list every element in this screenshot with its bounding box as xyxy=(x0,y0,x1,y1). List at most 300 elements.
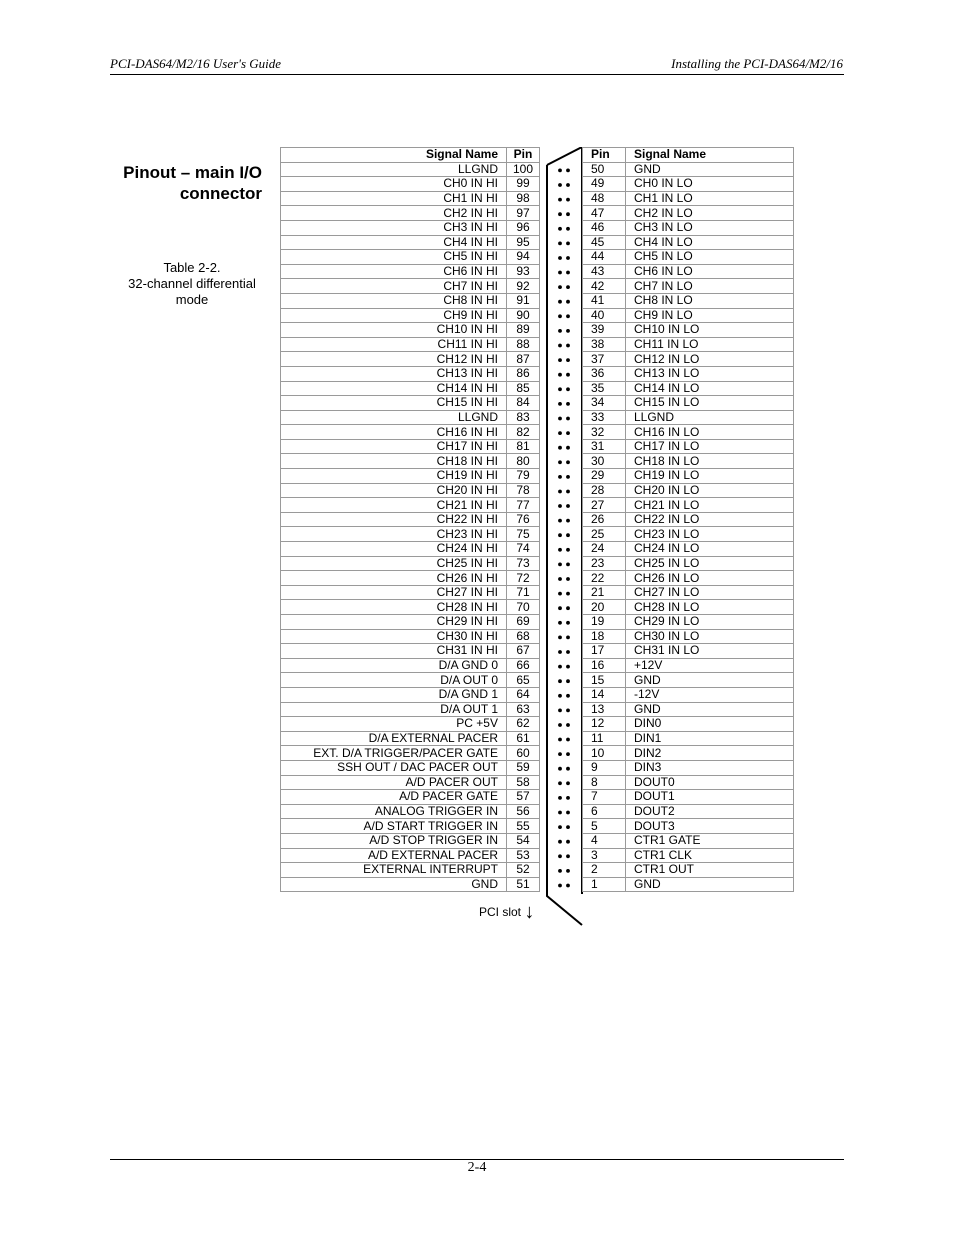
pinout-table-right-body xyxy=(583,162,794,892)
pin-dot xyxy=(566,679,570,683)
table-row xyxy=(281,381,540,396)
table-row xyxy=(281,308,540,323)
header-chapter-title: Installing the PCI-DAS64/M2/16 xyxy=(671,56,843,71)
section-title: Pinout – main I/O connector xyxy=(123,163,262,203)
table-row xyxy=(583,731,794,746)
pin-dot xyxy=(558,577,562,581)
pin-dot xyxy=(558,709,562,713)
left-pin-number: 92 xyxy=(507,279,540,294)
pin-dot xyxy=(566,402,570,406)
pin-dot xyxy=(558,504,562,508)
right-pin-number: 37 xyxy=(583,352,626,367)
table-row xyxy=(281,366,540,381)
right-pin-number: 34 xyxy=(583,396,626,411)
table-row xyxy=(583,235,794,250)
left-signal-name: CH14 IN HI xyxy=(281,381,507,396)
pin-dot xyxy=(558,884,562,888)
pin-dot xyxy=(558,606,562,610)
right-signal-name: CTR1 OUT xyxy=(626,863,794,878)
left-pin-number: 93 xyxy=(507,264,540,279)
pin-dot xyxy=(566,387,570,391)
right-signal-name: CH2 IN LO xyxy=(626,206,794,221)
header-guide-title: PCI-DAS64/M2/16 User's Guide xyxy=(110,56,282,71)
pin-dot xyxy=(558,679,562,683)
left-signal-name: D/A GND 0 xyxy=(281,658,507,673)
pin-dot xyxy=(566,592,570,596)
right-pin-number: 35 xyxy=(583,381,626,396)
pin-dot xyxy=(558,460,562,464)
left-pin-number: 78 xyxy=(507,483,540,498)
pin-dot xyxy=(566,767,570,771)
right-pin-number: 20 xyxy=(583,600,626,615)
table-row xyxy=(281,264,540,279)
right-pin-number: 50 xyxy=(583,162,626,177)
left-pin-number: 76 xyxy=(507,512,540,527)
right-signal-name: CH7 IN LO xyxy=(626,279,794,294)
table-row xyxy=(281,250,540,265)
table-row xyxy=(281,498,540,513)
right-pin-number: 40 xyxy=(583,308,626,323)
connector-diagram xyxy=(545,147,585,927)
right-pin-number: 38 xyxy=(583,337,626,352)
table-row xyxy=(281,512,540,527)
left-pin-number: 63 xyxy=(507,702,540,717)
pin-dot xyxy=(558,431,562,435)
pin-dot xyxy=(558,417,562,421)
pin-dot xyxy=(558,212,562,216)
right-pin-number: 28 xyxy=(583,483,626,498)
table-row xyxy=(583,454,794,469)
left-signal-name: CH26 IN HI xyxy=(281,571,507,586)
table-row xyxy=(281,673,540,688)
left-signal-name: LLGND xyxy=(281,162,507,177)
right-signal-name: GND xyxy=(626,673,794,688)
left-pin-number: 61 xyxy=(507,731,540,746)
table-row xyxy=(281,527,540,542)
right-pin-number: 6 xyxy=(583,804,626,819)
pin-dot xyxy=(558,475,562,479)
left-signal-name: CH8 IN HI xyxy=(281,293,507,308)
table-row xyxy=(583,687,794,702)
left-signal-name: CH27 IN HI xyxy=(281,585,507,600)
left-signal-name: CH10 IN HI xyxy=(281,323,507,338)
right-pin-header: Pin xyxy=(583,148,626,163)
table-header-row xyxy=(281,148,540,163)
right-pin-number: 25 xyxy=(583,527,626,542)
left-pin-number: 57 xyxy=(507,790,540,805)
left-signal-name-header: Signal Name xyxy=(281,148,507,163)
table-row xyxy=(583,571,794,586)
pin-dot xyxy=(566,825,570,829)
table-row xyxy=(583,293,794,308)
pin-dot xyxy=(558,621,562,625)
table-row xyxy=(281,571,540,586)
left-pin-number: 82 xyxy=(507,425,540,440)
right-pin-number: 19 xyxy=(583,615,626,630)
table-row xyxy=(583,206,794,221)
table-row xyxy=(281,615,540,630)
table-row xyxy=(583,191,794,206)
pin-dot xyxy=(558,402,562,406)
left-pin-number: 80 xyxy=(507,454,540,469)
table-caption-text: 32-channel differential mode xyxy=(128,276,256,307)
left-pin-number: 84 xyxy=(507,396,540,411)
right-pin-number: 43 xyxy=(583,264,626,279)
left-signal-name: D/A OUT 1 xyxy=(281,702,507,717)
right-pin-number: 48 xyxy=(583,191,626,206)
left-signal-name: CH23 IN HI xyxy=(281,527,507,542)
pin-dot xyxy=(558,694,562,698)
pin-dot xyxy=(566,709,570,713)
right-signal-name: CH13 IN LO xyxy=(626,366,794,381)
table-caption xyxy=(112,260,272,308)
right-signal-name: CH3 IN LO xyxy=(626,220,794,235)
left-signal-name: CH2 IN HI xyxy=(281,206,507,221)
pin-dot xyxy=(566,738,570,742)
right-pin-number: 21 xyxy=(583,585,626,600)
table-row xyxy=(583,512,794,527)
pinout-table-left-body xyxy=(281,162,540,892)
table-row xyxy=(281,833,540,848)
left-pin-number: 58 xyxy=(507,775,540,790)
left-signal-name: GND xyxy=(281,877,507,892)
pin-dot xyxy=(558,781,562,785)
left-signal-name: CH21 IN HI xyxy=(281,498,507,513)
right-signal-name: CH27 IN LO xyxy=(626,585,794,600)
right-signal-name: CH19 IN LO xyxy=(626,469,794,484)
pin-dot xyxy=(558,490,562,494)
left-signal-name: CH4 IN HI xyxy=(281,235,507,250)
left-signal-name: CH11 IN HI xyxy=(281,337,507,352)
table-row xyxy=(281,410,540,425)
pin-dot xyxy=(566,344,570,348)
right-signal-name: CH29 IN LO xyxy=(626,615,794,630)
left-pin-number: 77 xyxy=(507,498,540,513)
right-signal-name: CH22 IN LO xyxy=(626,512,794,527)
left-pin-number: 65 xyxy=(507,673,540,688)
pin-dot xyxy=(566,300,570,304)
right-pin-number: 16 xyxy=(583,658,626,673)
pin-dot xyxy=(558,314,562,318)
right-signal-name: CH23 IN LO xyxy=(626,527,794,542)
table-row xyxy=(281,863,540,878)
right-signal-name-header: Signal Name xyxy=(626,148,794,163)
pin-dot xyxy=(558,387,562,391)
left-signal-name: CH16 IN HI xyxy=(281,425,507,440)
table-row xyxy=(281,425,540,440)
pin-dot xyxy=(558,738,562,742)
left-signal-name: CH24 IN HI xyxy=(281,542,507,557)
right-pin-number: 17 xyxy=(583,644,626,659)
table-row xyxy=(281,629,540,644)
table-row xyxy=(281,877,540,892)
left-pin-number: 60 xyxy=(507,746,540,761)
pin-dot xyxy=(558,825,562,829)
table-row xyxy=(583,498,794,513)
right-pin-number: 14 xyxy=(583,687,626,702)
left-pin-number: 56 xyxy=(507,804,540,819)
pin-dot xyxy=(558,811,562,815)
pin-dot xyxy=(566,446,570,450)
left-signal-name: CH31 IN HI xyxy=(281,644,507,659)
right-signal-name: DOUT1 xyxy=(626,790,794,805)
right-pin-number: 24 xyxy=(583,542,626,557)
left-signal-name: CH17 IN HI xyxy=(281,439,507,454)
connector-right-edge xyxy=(547,147,582,894)
right-signal-name: +12V xyxy=(626,658,794,673)
right-signal-name: CH6 IN LO xyxy=(626,264,794,279)
table-row xyxy=(281,848,540,863)
pin-dot xyxy=(558,285,562,289)
left-pin-number: 90 xyxy=(507,308,540,323)
pin-dot xyxy=(558,519,562,523)
left-pin-number: 72 xyxy=(507,571,540,586)
left-signal-name: LLGND xyxy=(281,410,507,425)
right-pin-number: 41 xyxy=(583,293,626,308)
right-signal-name: CH26 IN LO xyxy=(626,571,794,586)
pin-dot xyxy=(566,869,570,873)
left-signal-name: CH30 IN HI xyxy=(281,629,507,644)
left-signal-name: CH6 IN HI xyxy=(281,264,507,279)
table-row xyxy=(281,279,540,294)
right-signal-name: DIN3 xyxy=(626,760,794,775)
table-row xyxy=(583,366,794,381)
pin-dot xyxy=(566,475,570,479)
right-signal-name: CH20 IN LO xyxy=(626,483,794,498)
pin-dot xyxy=(558,329,562,333)
pin-dot xyxy=(566,227,570,231)
left-signal-name: CH22 IN HI xyxy=(281,512,507,527)
pin-dot xyxy=(566,314,570,318)
right-signal-name: CTR1 CLK xyxy=(626,848,794,863)
left-pin-number: 91 xyxy=(507,293,540,308)
pin-dot xyxy=(566,694,570,698)
pin-dot xyxy=(566,752,570,756)
pin-dot xyxy=(558,548,562,552)
right-pin-number: 12 xyxy=(583,717,626,732)
pin-dot xyxy=(566,884,570,888)
pin-dot xyxy=(558,373,562,377)
pin-dot xyxy=(566,417,570,421)
left-signal-name: CH28 IN HI xyxy=(281,600,507,615)
table-row xyxy=(281,191,540,206)
left-pin-number: 96 xyxy=(507,220,540,235)
right-pin-number: 15 xyxy=(583,673,626,688)
table-row xyxy=(583,819,794,834)
table-row xyxy=(583,644,794,659)
table-row xyxy=(281,658,540,673)
table-row xyxy=(583,250,794,265)
pin-dot xyxy=(558,169,562,173)
right-signal-name: GND xyxy=(626,162,794,177)
table-row xyxy=(281,469,540,484)
pin-dot xyxy=(566,811,570,815)
pin-dot xyxy=(566,460,570,464)
right-signal-name: -12V xyxy=(626,687,794,702)
left-pin-number: 52 xyxy=(507,863,540,878)
left-pin-number: 98 xyxy=(507,191,540,206)
right-pin-number: 8 xyxy=(583,775,626,790)
table-row xyxy=(281,337,540,352)
pin-dot xyxy=(566,256,570,260)
table-row xyxy=(583,264,794,279)
pin-dot xyxy=(558,183,562,187)
pin-dot xyxy=(558,358,562,362)
right-signal-name: LLGND xyxy=(626,410,794,425)
left-pin-number: 100 xyxy=(507,162,540,177)
pin-dot xyxy=(558,869,562,873)
left-pin-number: 97 xyxy=(507,206,540,221)
pin-dot xyxy=(566,373,570,377)
table-row xyxy=(583,162,794,177)
pin-dot xyxy=(566,504,570,508)
right-signal-name: GND xyxy=(626,877,794,892)
table-row xyxy=(583,673,794,688)
table-row xyxy=(281,542,540,557)
pin-dot xyxy=(566,490,570,494)
table-row xyxy=(281,760,540,775)
pin-dot xyxy=(558,256,562,260)
table-row xyxy=(583,600,794,615)
right-pin-number: 5 xyxy=(583,819,626,834)
pin-dot xyxy=(558,300,562,304)
left-pin-number: 81 xyxy=(507,439,540,454)
table-row xyxy=(583,220,794,235)
left-pin-number: 95 xyxy=(507,235,540,250)
pci-slot-label xyxy=(479,899,534,922)
right-pin-number: 26 xyxy=(583,512,626,527)
right-signal-name: CH16 IN LO xyxy=(626,425,794,440)
pin-dot xyxy=(558,636,562,640)
right-signal-name: CH28 IN LO xyxy=(626,600,794,615)
left-signal-name: CH12 IN HI xyxy=(281,352,507,367)
right-pin-number: 10 xyxy=(583,746,626,761)
right-pin-number: 4 xyxy=(583,833,626,848)
left-signal-name: CH0 IN HI xyxy=(281,177,507,192)
right-pin-number: 11 xyxy=(583,731,626,746)
left-pin-number: 51 xyxy=(507,877,540,892)
left-pin-number: 86 xyxy=(507,366,540,381)
right-pin-number: 29 xyxy=(583,469,626,484)
connector-outline xyxy=(547,147,582,925)
pin-dot xyxy=(558,840,562,844)
right-signal-name: CH9 IN LO xyxy=(626,308,794,323)
right-signal-name: CH30 IN LO xyxy=(626,629,794,644)
right-pin-number: 32 xyxy=(583,425,626,440)
table-row xyxy=(583,483,794,498)
table-row xyxy=(281,746,540,761)
left-signal-name: SSH OUT / DAC PACER OUT xyxy=(281,760,507,775)
table-row xyxy=(583,746,794,761)
right-signal-name: CH25 IN LO xyxy=(626,556,794,571)
pin-dot xyxy=(566,577,570,581)
left-pin-number: 69 xyxy=(507,615,540,630)
table-row xyxy=(281,702,540,717)
left-pin-number: 59 xyxy=(507,760,540,775)
left-pin-number: 83 xyxy=(507,410,540,425)
right-signal-name: DOUT2 xyxy=(626,804,794,819)
left-pin-number: 88 xyxy=(507,337,540,352)
left-signal-name: CH13 IN HI xyxy=(281,366,507,381)
right-signal-name: CH17 IN LO xyxy=(626,439,794,454)
right-pin-number: 30 xyxy=(583,454,626,469)
left-pin-number: 64 xyxy=(507,687,540,702)
left-signal-name: CH5 IN HI xyxy=(281,250,507,265)
pin-dot xyxy=(566,854,570,858)
header-rule xyxy=(110,74,844,75)
table-row xyxy=(583,396,794,411)
right-pin-number: 23 xyxy=(583,556,626,571)
left-signal-name: CH29 IN HI xyxy=(281,615,507,630)
pin-dot xyxy=(558,198,562,202)
right-signal-name: CH8 IN LO xyxy=(626,293,794,308)
table-row xyxy=(281,323,540,338)
pin-dot xyxy=(566,548,570,552)
right-signal-name: CH24 IN LO xyxy=(626,542,794,557)
table-row xyxy=(583,790,794,805)
down-arrow-icon: ↓ xyxy=(524,901,535,923)
right-pin-number: 31 xyxy=(583,439,626,454)
left-signal-name: A/D EXTERNAL PACER xyxy=(281,848,507,863)
left-signal-name: A/D START TRIGGER IN xyxy=(281,819,507,834)
pin-dot xyxy=(558,665,562,669)
right-pin-number: 42 xyxy=(583,279,626,294)
pin-dot xyxy=(558,796,562,800)
table-row xyxy=(281,644,540,659)
table-row xyxy=(583,308,794,323)
left-pin-number: 70 xyxy=(507,600,540,615)
pin-dot xyxy=(566,533,570,537)
table-row xyxy=(281,396,540,411)
pinout-table-right xyxy=(582,147,794,892)
left-pin-number: 54 xyxy=(507,833,540,848)
left-pin-number: 66 xyxy=(507,658,540,673)
pin-dot xyxy=(558,446,562,450)
table-row xyxy=(281,819,540,834)
left-signal-name: CH25 IN HI xyxy=(281,556,507,571)
left-pin-number: 73 xyxy=(507,556,540,571)
pin-dot xyxy=(566,723,570,727)
pin-dot xyxy=(558,592,562,596)
right-pin-number: 45 xyxy=(583,235,626,250)
table-row xyxy=(583,775,794,790)
left-signal-name: CH9 IN HI xyxy=(281,308,507,323)
left-pin-number: 62 xyxy=(507,717,540,732)
pin-dot xyxy=(566,519,570,523)
left-signal-name: EXTERNAL INTERRUPT xyxy=(281,863,507,878)
right-signal-name: CH15 IN LO xyxy=(626,396,794,411)
right-pin-number: 3 xyxy=(583,848,626,863)
table-row xyxy=(583,425,794,440)
pin-dot xyxy=(566,650,570,654)
left-signal-name: EXT. D/A TRIGGER/PACER GATE xyxy=(281,746,507,761)
right-signal-name: CH31 IN LO xyxy=(626,644,794,659)
right-signal-name: CH5 IN LO xyxy=(626,250,794,265)
pinout-table-left xyxy=(280,147,540,892)
left-pin-header: Pin xyxy=(507,148,540,163)
pin-dot xyxy=(566,563,570,567)
right-pin-number: 1 xyxy=(583,877,626,892)
right-signal-name: CH12 IN LO xyxy=(626,352,794,367)
left-signal-name: D/A OUT 0 xyxy=(281,673,507,688)
left-pin-number: 99 xyxy=(507,177,540,192)
pin-dot xyxy=(566,621,570,625)
pin-dot xyxy=(558,767,562,771)
pci-slot-text: PCI slot xyxy=(479,905,522,919)
right-signal-name: CH11 IN LO xyxy=(626,337,794,352)
table-row xyxy=(583,615,794,630)
left-signal-name: CH18 IN HI xyxy=(281,454,507,469)
